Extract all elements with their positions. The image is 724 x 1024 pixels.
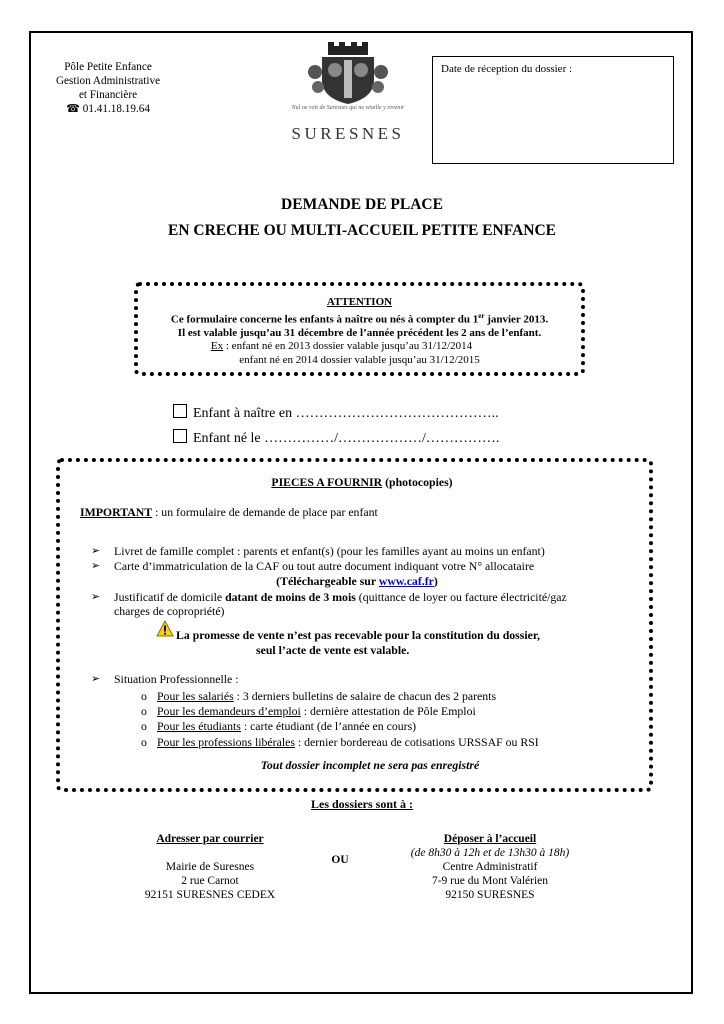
situation-students: Pour les étudiants : carte étudiant (de l’année en cours) [157, 719, 417, 733]
mail-line-1: Mairie de Suresnes [165, 861, 255, 873]
situation-heading: Situation Professionnelle : [114, 672, 239, 686]
desk-address-block [390, 832, 590, 902]
service-line-3: et Financière [78, 89, 138, 101]
circle-bullet-icon: o [141, 689, 147, 703]
desk-line-3: 92150 SURESNES [445, 889, 535, 901]
warning-icon [156, 620, 174, 637]
attention-example-2: enfant né en 2014 dossier valable jusqu’au 31/12/2015 [239, 353, 480, 366]
documents-heading: PIECES A FOURNIR (photocopies) [271, 475, 453, 489]
situation-job-seekers: Pour les demandeurs d’emploi : dernière attestation de Pôle Emploi [157, 704, 476, 718]
attention-line-1: Ce formulaire concerne les enfants à naître ou nés à compter du 1er janvier 2013. [170, 311, 549, 326]
caf-download-note: (Téléchargeable sur www.caf.fr) [276, 574, 438, 588]
circle-bullet-icon: o [141, 704, 147, 718]
born-label: Enfant né le ……………/………………/……………. [193, 431, 500, 446]
doc-item-livret: Livret de famille complet : parents et enfant(s) (pour les familles ayant au moins un enfant) [114, 544, 545, 558]
logo-motto: Nul ne voit de Suresnes qui ne veuille y revenir [291, 105, 405, 111]
incomplete-note: Tout dossier incomplet ne sera pas enregistré [260, 758, 480, 772]
doc-item-caf: Carte d’immatriculation de la CAF ou tout autre document indiquant votre N° allocataire [114, 559, 535, 573]
service-block [40, 60, 176, 116]
bullet-arrow-icon: ➢ [91, 591, 101, 603]
dossiers-heading: Les dossiers sont à : [310, 797, 413, 811]
warning-line-1: La promesse de vente n’est pas recevable pour la constitution du dossier, [176, 628, 540, 642]
bullet-arrow-icon: ➢ [91, 560, 101, 572]
important-note: IMPORTANT : un formulaire de demande de place par enfant [80, 505, 378, 519]
option-born[interactable] [173, 429, 499, 448]
mail-line-2: 2 rue Carnot [181, 875, 239, 887]
desk-title: Déposer à l’accueil [443, 833, 537, 845]
phone-line [40, 102, 176, 116]
logo-wordmark: SURESNES [291, 124, 405, 143]
bullet-arrow-icon: ➢ [91, 673, 101, 685]
mail-address-block [120, 832, 300, 902]
circle-bullet-icon: o [141, 735, 147, 749]
attention-example-1: Ex : enfant né en 2013 dossier valable jusqu’au 31/12/2014 [210, 340, 473, 353]
mail-line-3: 92151 SURESNES CEDEX [144, 889, 276, 901]
reception-date-box[interactable] [432, 56, 674, 164]
desk-line-1: Centre Administratif [442, 861, 538, 873]
title-line-1: DEMANDE DE PLACE [281, 196, 443, 213]
doc-item-domicile: Justificatif de domicile datant de moins de 3 mois (quittance de loyer ou facture électricité/gaz [114, 590, 567, 604]
reception-date-label: Date de réception du dossier : [441, 63, 573, 75]
mail-title: Adresser par courrier [156, 833, 264, 845]
attention-heading: ATTENTION [326, 296, 393, 308]
born-checkbox[interactable] [173, 429, 187, 443]
suresnes-logo [282, 42, 414, 148]
title-line-2: EN CRECHE OU MULTI-ACCUEIL PETITE ENFANCE [168, 222, 556, 239]
doc-item-domicile-cont: charges de copropriété) [114, 604, 225, 618]
phone-icon: ☎ [66, 103, 80, 115]
service-line-1: Pôle Petite Enfance [64, 61, 152, 73]
desk-line-2: 7-9 rue du Mont Valérien [431, 875, 549, 887]
attention-line-2: Il est valable jusqu’au 31 décembre de l’année précédent les 2 ans de l’enfant. [177, 326, 542, 339]
desk-hours: (de 8h30 à 12h et de 13h30 à 18h) [410, 847, 570, 859]
situation-salaries: Pour les salariés : 3 derniers bulletins de salaire de chacun des 2 parents [157, 689, 497, 703]
option-unborn[interactable] [173, 404, 499, 423]
circle-bullet-icon: o [141, 719, 147, 733]
bullet-arrow-icon: ➢ [91, 545, 101, 557]
unborn-label: Enfant à naître en …………………………………….. [193, 406, 499, 421]
caf-link[interactable]: www.caf.fr [378, 574, 434, 588]
warning-line-2: seul l’acte de vente est valable. [256, 643, 410, 657]
situation-liberal: Pour les professions libérales : dernier bordereau de cotisations URSSAF ou RSI [157, 735, 539, 749]
or-label: OU [331, 854, 349, 866]
phone-number: 01.41.18.19.64 [82, 103, 150, 115]
service-line-2: Gestion Administrative [55, 75, 161, 87]
attention-box [134, 282, 585, 376]
unborn-checkbox[interactable] [173, 404, 187, 418]
